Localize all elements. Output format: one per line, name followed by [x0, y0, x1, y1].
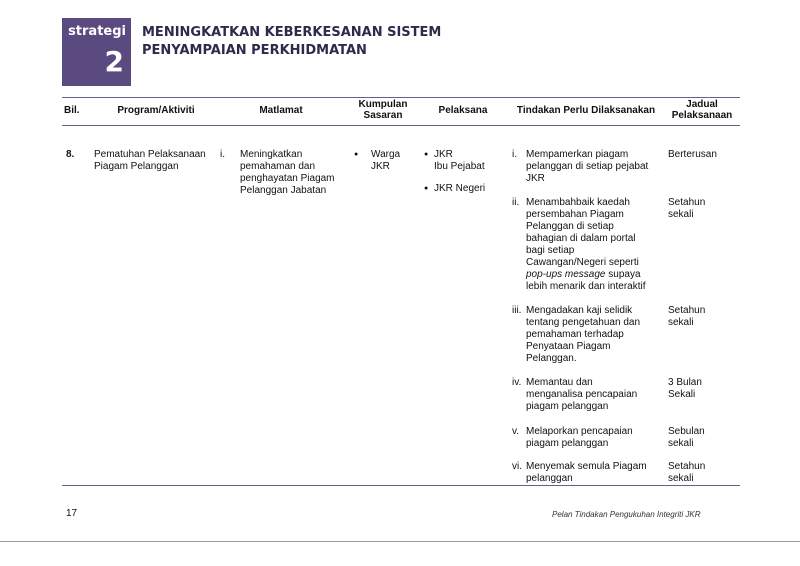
- schedule-line: Sekali: [668, 389, 696, 400]
- action-line: Pelanggan.: [526, 353, 577, 364]
- action-line: pelanggan: [526, 473, 573, 484]
- action-line: bahagian di dalam portal: [526, 233, 636, 244]
- action-number: ii.: [512, 197, 520, 208]
- action-line: piagam pelanggan: [526, 438, 609, 449]
- action-line: Melaporkan pencapaian: [526, 426, 633, 437]
- action-line: Menambahbaik kaedah: [526, 197, 630, 208]
- action-item-3: [512, 305, 662, 365]
- row-pelaksana-line-1b: Ibu Pejabat: [434, 161, 485, 172]
- page-title-line-2: PENYAMPAIAN PERKHIDMATAN: [142, 43, 367, 58]
- row-pelaksana-line-1a: JKR: [434, 149, 453, 160]
- header-kumpulan: [346, 99, 420, 121]
- action-line: Cawangan/Negeri seperti: [526, 257, 639, 268]
- action-line: pelanggan di setiap pejabat: [526, 161, 649, 172]
- action-line: [512, 269, 662, 281]
- action-line: persembahan Piagam: [526, 209, 624, 220]
- action-line: Pelanggan di setiap: [526, 221, 614, 232]
- row-matlamat-line-2: pemahaman dan: [240, 161, 316, 172]
- schedule-item-2: [668, 197, 748, 221]
- action-line: Mengadakan kaji selidik: [526, 305, 633, 316]
- schedule-item-6: [668, 461, 748, 485]
- action-line: piagam pelanggan: [526, 401, 609, 412]
- action-number: v.: [512, 426, 520, 437]
- header-bil: Bil.: [64, 105, 80, 116]
- schedule-item-1: [668, 149, 748, 161]
- header-tindakan: Tindakan Perlu Dilaksanakan: [516, 105, 656, 116]
- schedule-line: sekali: [668, 438, 694, 449]
- action-line: bagi setiap: [526, 245, 575, 256]
- strategy-badge: [62, 18, 131, 86]
- action-item-6: [512, 461, 662, 485]
- row-matlamat: [240, 149, 345, 197]
- row-kumpulan-line-2: JKR: [371, 161, 390, 172]
- page-edge-divider: [0, 541, 800, 542]
- row-matlamat-line-1: Meningkatkan: [240, 149, 303, 160]
- action-item-4: [512, 377, 662, 413]
- table-header-rule: [62, 125, 740, 126]
- header-jadual: [664, 99, 740, 121]
- schedule-line: sekali: [668, 473, 694, 484]
- table-top-rule: [62, 97, 740, 98]
- action-line: tentang pengetahuan dan: [526, 317, 640, 328]
- row-program-line-1: Pematuhan Pelaksanaan: [94, 149, 206, 160]
- action-line: lebih menarik dan interaktif: [526, 281, 646, 292]
- action-line: Mempamerkan piagam: [526, 149, 629, 160]
- action-item-5: [512, 426, 662, 450]
- schedule-line: sekali: [668, 209, 694, 220]
- action-item-2: [512, 197, 662, 293]
- row-program: [94, 149, 224, 173]
- schedule-item-4: [668, 377, 748, 401]
- strategy-number: 2: [104, 45, 124, 78]
- page-number: 17: [66, 508, 78, 519]
- header-pelaksana: Pelaksana: [438, 105, 488, 116]
- row-pelaksana-line-2: JKR Negeri: [434, 183, 486, 194]
- strategy-label: strategi: [68, 24, 126, 39]
- header-kumpulan-line-2: Sasaran: [363, 110, 403, 121]
- schedule-line: Setahun: [668, 197, 706, 208]
- action-number: iii.: [512, 305, 522, 316]
- header-program: Program/Aktiviti: [117, 105, 195, 116]
- schedule-line: 3 Bulan: [668, 377, 702, 388]
- schedule-line: Sebulan: [668, 426, 705, 437]
- action-line: pemahaman terhadap: [526, 329, 624, 340]
- action-line: Menyemak semula Piagam: [526, 461, 647, 472]
- row-matlamat-line-3: penghayatan Piagam: [240, 173, 335, 184]
- schedule-line: Setahun: [668, 461, 706, 472]
- header-matlamat: Matlamat: [259, 105, 303, 116]
- schedule-item-3: [668, 305, 748, 329]
- page-title-line-1: MENINGKATKAN KEBERKESANAN SISTEM: [142, 25, 442, 40]
- row-kumpulan-line-1: Warga: [371, 149, 401, 160]
- row-bil: 8.: [66, 149, 75, 160]
- row-program-line-2: Piagam Pelanggan: [94, 161, 179, 172]
- action-line: Memantau dan: [526, 377, 593, 388]
- bullet-icon: ●: [424, 151, 429, 158]
- action-line: menganalisa pencapaian: [526, 389, 638, 400]
- document-title: Pelan Tindakan Pengukuhan Integriti JKR: [552, 510, 701, 519]
- row-program-marker: i.: [220, 149, 225, 160]
- action-line-tail: supaya: [605, 269, 641, 280]
- action-number: iv.: [512, 377, 522, 388]
- row-matlamat-line-4: Pelanggan Jabatan: [240, 185, 327, 196]
- action-item-1: [512, 149, 662, 185]
- header-kumpulan-line-1: Kumpulan: [358, 99, 408, 110]
- action-number: vi.: [512, 461, 522, 472]
- bullet-icon: ●: [354, 151, 359, 158]
- page-title: [142, 24, 542, 60]
- table-bottom-rule: [62, 485, 740, 486]
- action-italic-text: pop-ups message: [526, 269, 606, 280]
- schedule-item-5: [668, 426, 748, 450]
- action-line: Penyataan Piagam: [526, 341, 611, 352]
- header-jadual-line-2: Pelaksanaan: [671, 110, 733, 121]
- schedule-line: Setahun: [668, 305, 706, 316]
- row-kumpulan: [354, 149, 424, 173]
- bullet-icon: ●: [424, 185, 429, 192]
- schedule-line: sekali: [668, 317, 694, 328]
- header-jadual-line-1: Jadual: [686, 99, 718, 110]
- row-pelaksana: [424, 149, 504, 195]
- action-number: i.: [512, 149, 517, 160]
- schedule-line: Berterusan: [668, 149, 717, 160]
- action-line: JKR: [526, 173, 545, 184]
